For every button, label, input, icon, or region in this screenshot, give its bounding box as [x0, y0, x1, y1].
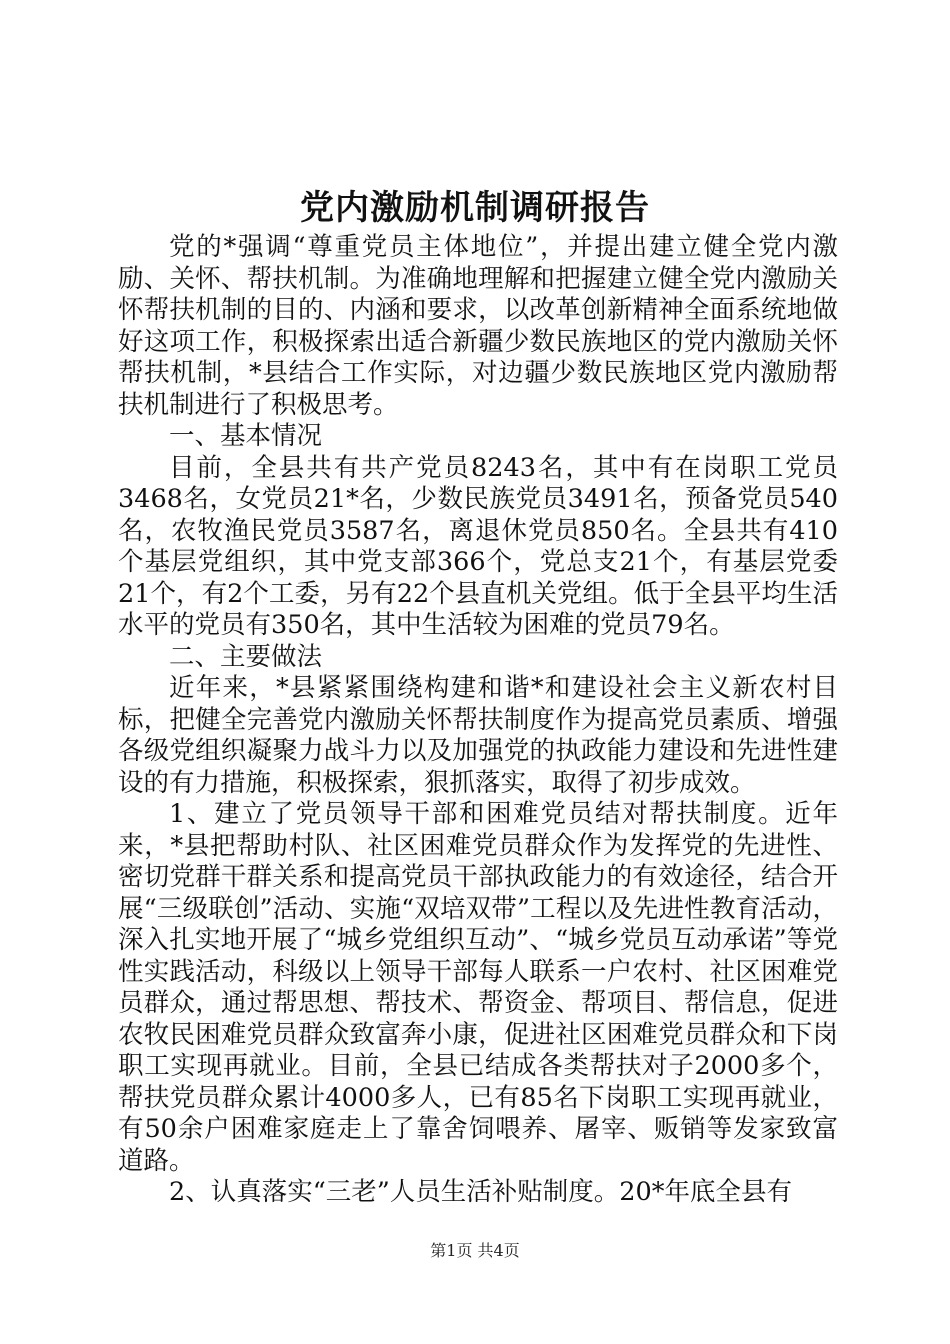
- section-heading-main-practices: 二、主要做法: [169, 641, 323, 672]
- paragraph-main-practices: 近年来，*县紧紧围绕构建和谐*和建设社会主义新农村目标，把健全完善党内激励关怀帮扶制度作为提高党员素质、增强各级党组织凝聚力战斗力以及加强党的执政能力建设和先进性建设的有力措施，积极探索，狠抓落实，取得了初步成效。: [118, 673, 838, 798]
- document-body: [118, 232, 838, 1209]
- page-number-footer: 第1页 共4页: [430, 1241, 520, 1260]
- paragraph-intro: 党的*强调“尊重党员主体地位”，并提出建立健全党内激励、关怀、帮扶机制。为准确地理解和把握建立健全党内激励关怀帮扶机制的目的、内涵和要求，以改革创新精神全面系统地做好这项工作，积极探索出适合新疆少数民族地区的党内激励关怀帮扶机制，*县结合工作实际，对边疆少数民族地区党内激励帮扶机制进行了积极思考。: [118, 232, 838, 420]
- paragraph-item-1: 1、建立了党员领导干部和困难党员结对帮扶制度。近年来，*县把帮助村队、社区困难党员群众作为发挥党的先进性、密切党群干群关系和提高党员干部执政能力的有效途径，结合开展“三级联创”活动、实施“双培双带”工程以及先进性教育活动，深入扎实地开展了“城乡党组织互动”、“城乡党员互动承诺”等党性实践活动，科级以上领导干部每人联系一户农村、社区困难党员群众，通过帮思想、帮技术、帮资金、帮项目、帮信息，促进农牧民困难党员群众致富奔小康，促进社区困难党员群众和下岗职工实现再就业。目前，全县已结成各类帮扶对子2000多个，帮扶党员群众累计4000多人，已有85名下岗职工实现再就业，有50余户困难家庭走上了靠舍饲喂养、屠宰、贩销等发家致富道路。: [118, 799, 838, 1176]
- document-title: 党内激励机制调研报告: [300, 188, 650, 228]
- paragraph-item-2: 2、认真落实“三老”人员生活补贴制度。20*年底全县有: [169, 1177, 792, 1207]
- section-heading-basic-situation: 一、基本情况: [169, 421, 323, 451]
- paragraph-basic-situation: 目前，全县共有共产党员8243名，其中有在岗职工党员3468名，女党员21*名，少数民族党员3491名，预备党员540名，农牧渔民党员3587名，离退休党员850名。全县共有410个基层党组织，其中党支部366个，党总支21个，有基层党委21个，有2个工委，另有22个县直机关党组。低于全县平均生活水平的党员有350名，其中生活较为困难的党员79名。: [118, 452, 838, 640]
